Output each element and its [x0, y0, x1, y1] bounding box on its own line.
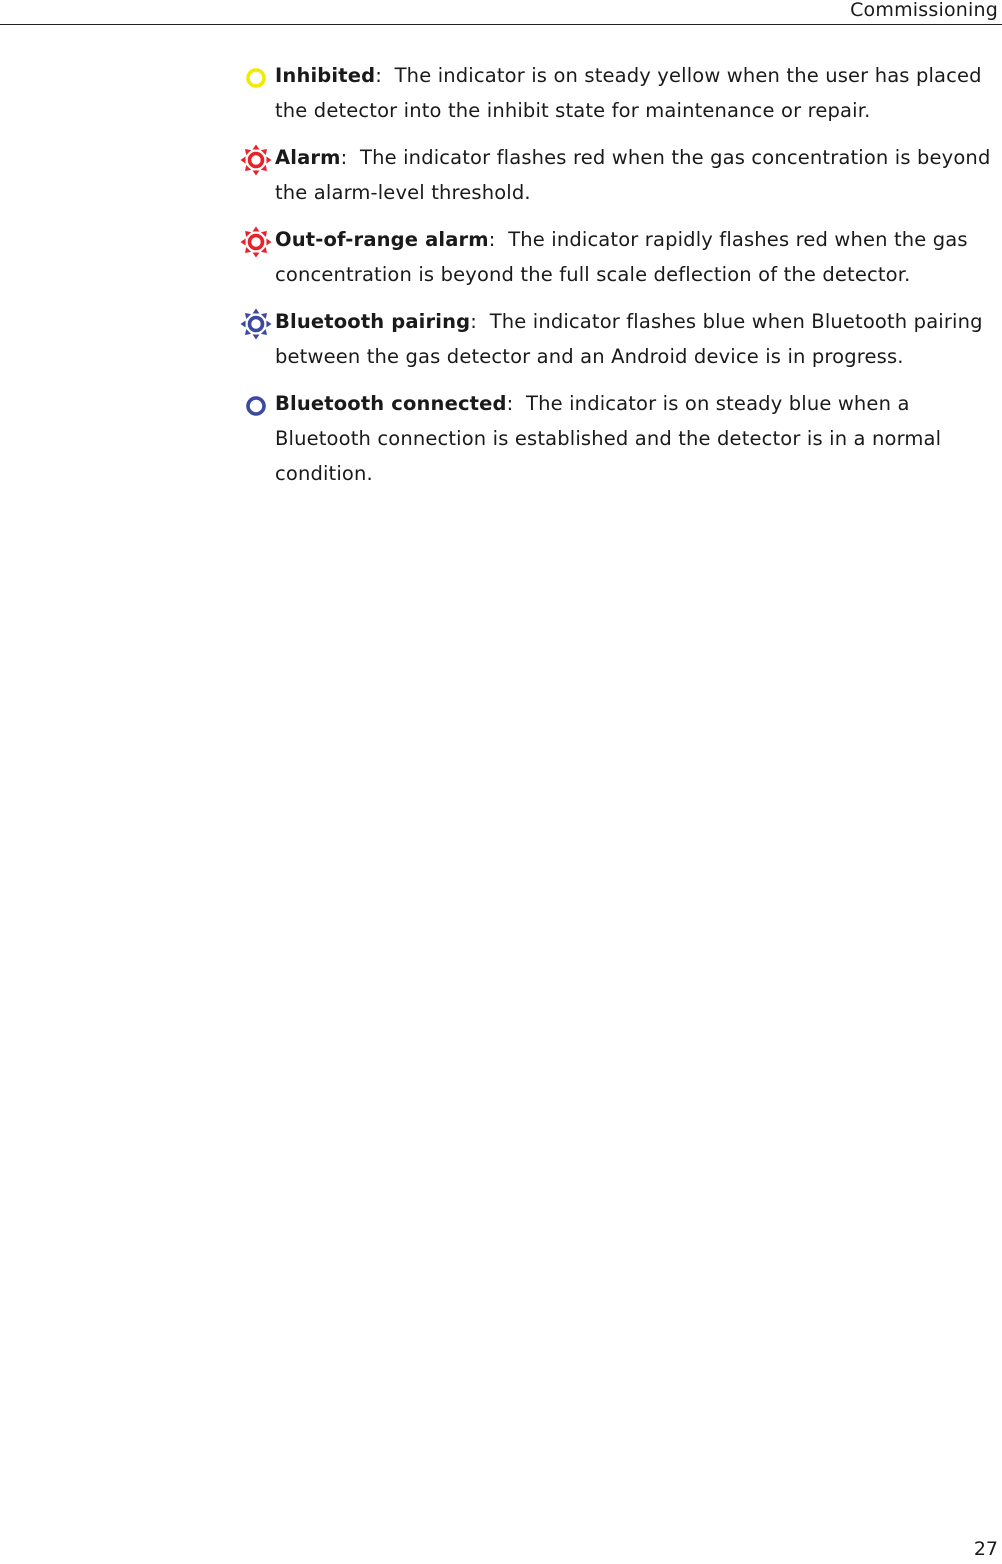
- led-ray: [266, 239, 271, 246]
- indicator-description: The indicator flashes blue when Bluetooth pairing between the gas detector and an Android device is in progress.: [275, 310, 983, 368]
- indicator-item: [240, 304, 1000, 374]
- indicator-separator: :: [488, 228, 509, 251]
- indicator-description: The indicator rapidly flashes red when the gas concentration is beyond the full scale deflection of the detector.: [275, 228, 968, 286]
- led-ring: [250, 154, 263, 167]
- indicator-description: The indicator flashes red when the gas concentration is beyond the alarm-level threshold.: [275, 146, 991, 204]
- flashing-led-icon: [240, 226, 272, 258]
- led-ray: [253, 145, 260, 150]
- indicator-separator: :: [506, 392, 527, 415]
- running-header: Commissioning: [850, 0, 998, 21]
- indicator-text: [275, 58, 1000, 128]
- indicator-text: [275, 222, 1000, 292]
- led-ring: [250, 236, 263, 249]
- indicator-item: [240, 58, 1000, 128]
- indicator-description: The indicator is on steady yellow when the user has placed the detector into the inhibit state for maintenance or repair.: [275, 64, 982, 122]
- led-ray: [253, 227, 260, 232]
- indicator-term: Bluetooth connected: [275, 392, 507, 415]
- indicator-list: [240, 58, 1000, 503]
- led-ring: [250, 318, 263, 331]
- indicator-separator: :: [470, 310, 490, 333]
- led-ring: [248, 398, 264, 414]
- indicator-text: [275, 304, 1000, 374]
- flashing-led-icon: [240, 308, 272, 340]
- indicator-term: Out-of-range alarm: [275, 228, 489, 251]
- indicator-separator: :: [340, 146, 361, 169]
- indicator-item: [240, 386, 1000, 491]
- led-ray: [253, 252, 260, 257]
- led-ray: [241, 157, 246, 164]
- steady-led-icon: [240, 62, 272, 94]
- indicator-term: Alarm: [275, 146, 341, 169]
- led-ring: [248, 70, 264, 86]
- page-number: 27: [973, 1538, 998, 1560]
- header-rule: [0, 24, 1002, 25]
- led-ray: [241, 239, 246, 246]
- indicator-term: Bluetooth pairing: [275, 310, 471, 333]
- led-ray: [253, 170, 260, 175]
- led-ray: [266, 321, 271, 328]
- indicator-description: The indicator is on steady blue when a Bluetooth connection is established and the detector is in a normal condition.: [275, 392, 942, 485]
- led-ray: [253, 309, 260, 314]
- steady-led-icon: [240, 390, 272, 422]
- indicator-text: [275, 386, 1000, 491]
- indicator-separator: :: [375, 64, 395, 87]
- indicator-term: Inhibited: [275, 64, 376, 87]
- indicator-item: [240, 222, 1000, 292]
- led-ray: [241, 321, 246, 328]
- flashing-led-icon: [240, 144, 272, 176]
- led-ray: [253, 334, 260, 339]
- indicator-item: [240, 140, 1000, 210]
- indicator-text: [275, 140, 1000, 210]
- led-ray: [266, 157, 271, 164]
